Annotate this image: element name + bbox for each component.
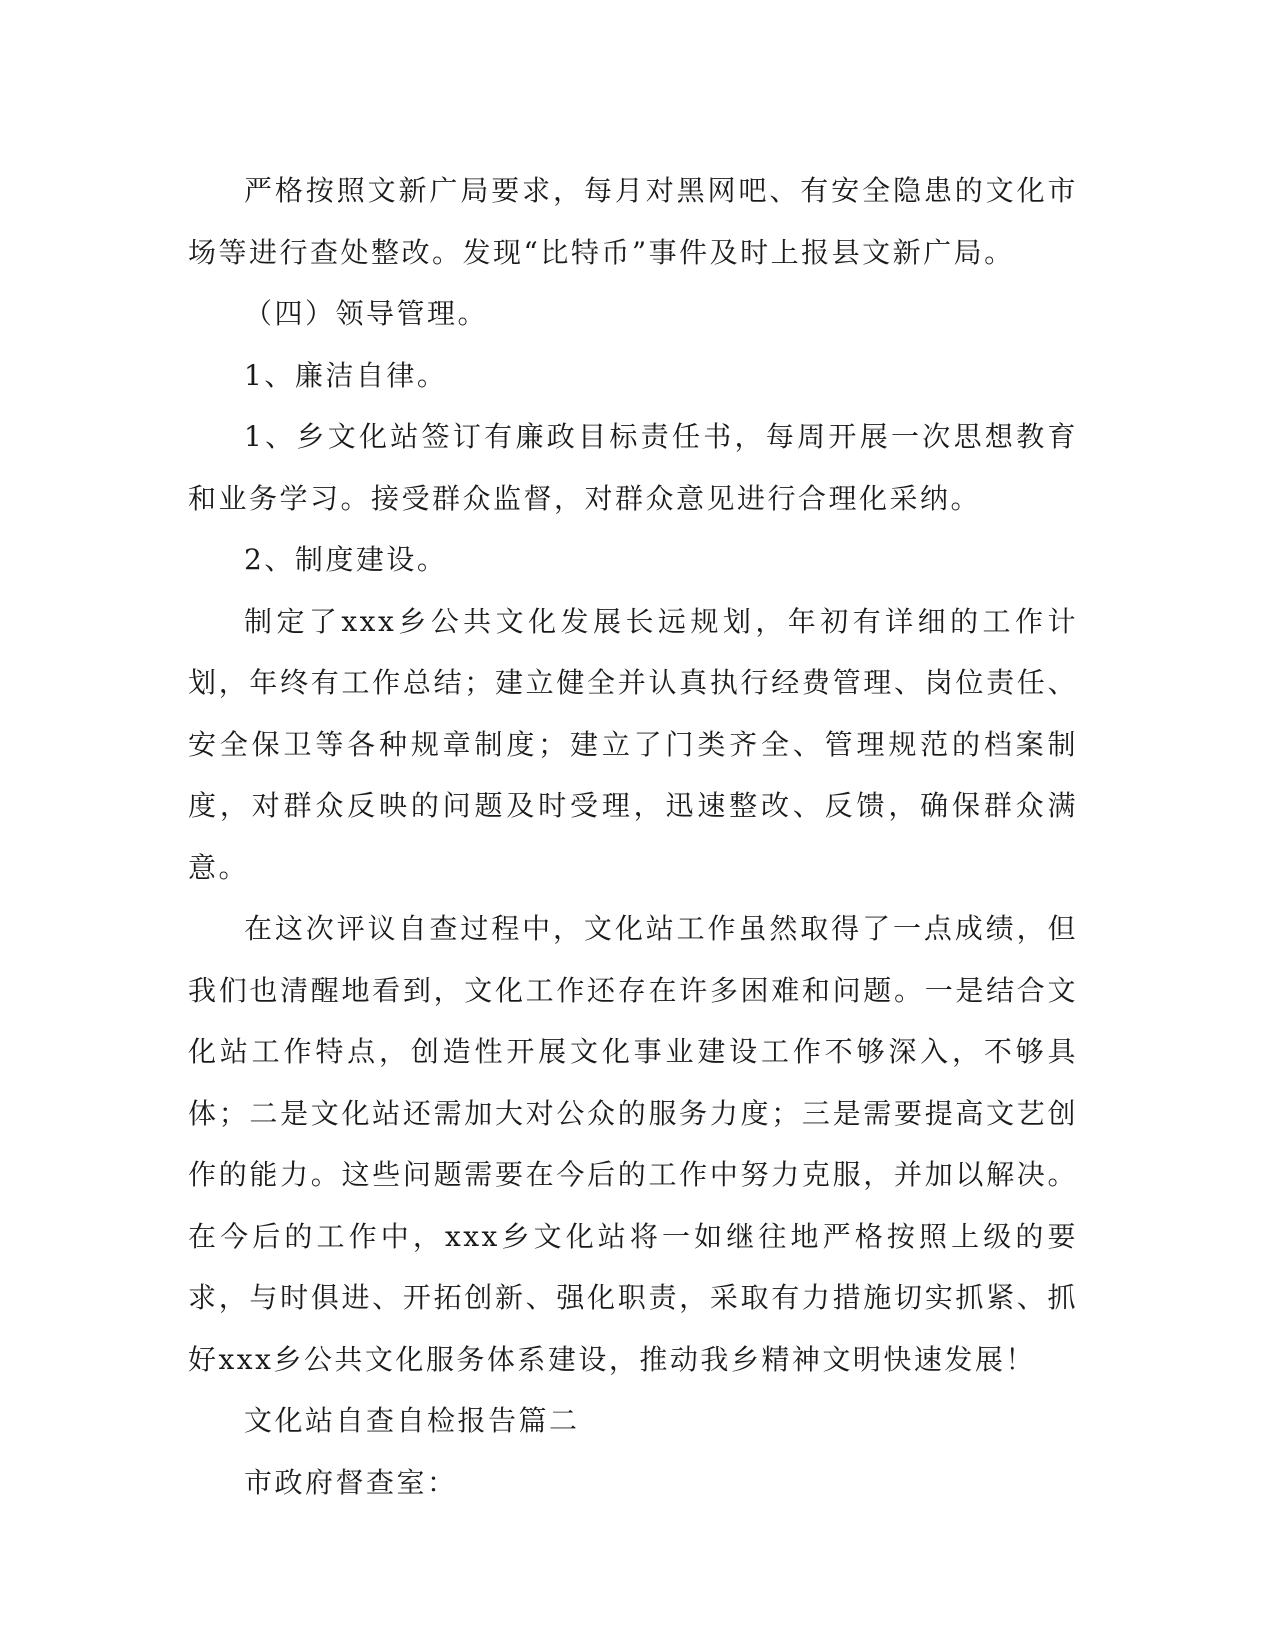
paragraph-self-review: 在这次评议自查过程中，文化站工作虽然取得了一点成绩，但我们也清醒地看到，文化工作还存在许多困难和问题。一是结合文化站工作特点，创造性开展文化事业建设工作不够深入，不够具体；二是文化站还需加大对公众的服务力度；三是需要提高文艺创作的能力。这些问题需要在今后的工作中努力克服，并加以解决。在今后的工作中，xxx乡文化站将一如继往地严格按照上级的要求，与时俱进、开拓创新、强化职责，采取有力措施切实抓紧、抓好xxx乡公共文化服务体系建设，推动我乡精神文明快速发展！ — [188, 912, 1078, 1376]
paragraph-addressee: 市政府督查室： — [244, 1465, 458, 1499]
paragraph-integrity: 1、乡文化站签订有廉政目标责任书，每周开展一次思想教育和业务学习。接受群众监督，对群众意见进行合理化采纳。 — [188, 420, 1078, 515]
heading-report-part-two: 文化站自查自检报告篇二 — [244, 1404, 580, 1437]
paragraph-market-inspection: 严格按照文新广局要求，每月对黑网吧、有安全隐患的文化市场等进行查处整改。发现“比特币”事件及时上报县文新广局。 — [188, 174, 1078, 269]
heading-integrity: 1、廉洁自律。 — [244, 358, 448, 392]
heading-leadership-management: （四）领导管理。 — [244, 297, 489, 330]
heading-system-building: 2、制度建设。 — [244, 543, 448, 576]
paragraph-system-building: 制定了xxx乡公共文化发展长远规划，年初有详细的工作计划，年终有工作总结；建立健全并认真执行经费管理、岗位责任、安全保卫等各种规章制度；建立了门类齐全、管理规范的档案制度，对群众反映的问题及时受理，迅速整改、反馈，确保群众满意。 — [188, 604, 1078, 884]
document-body — [188, 160, 1078, 1513]
